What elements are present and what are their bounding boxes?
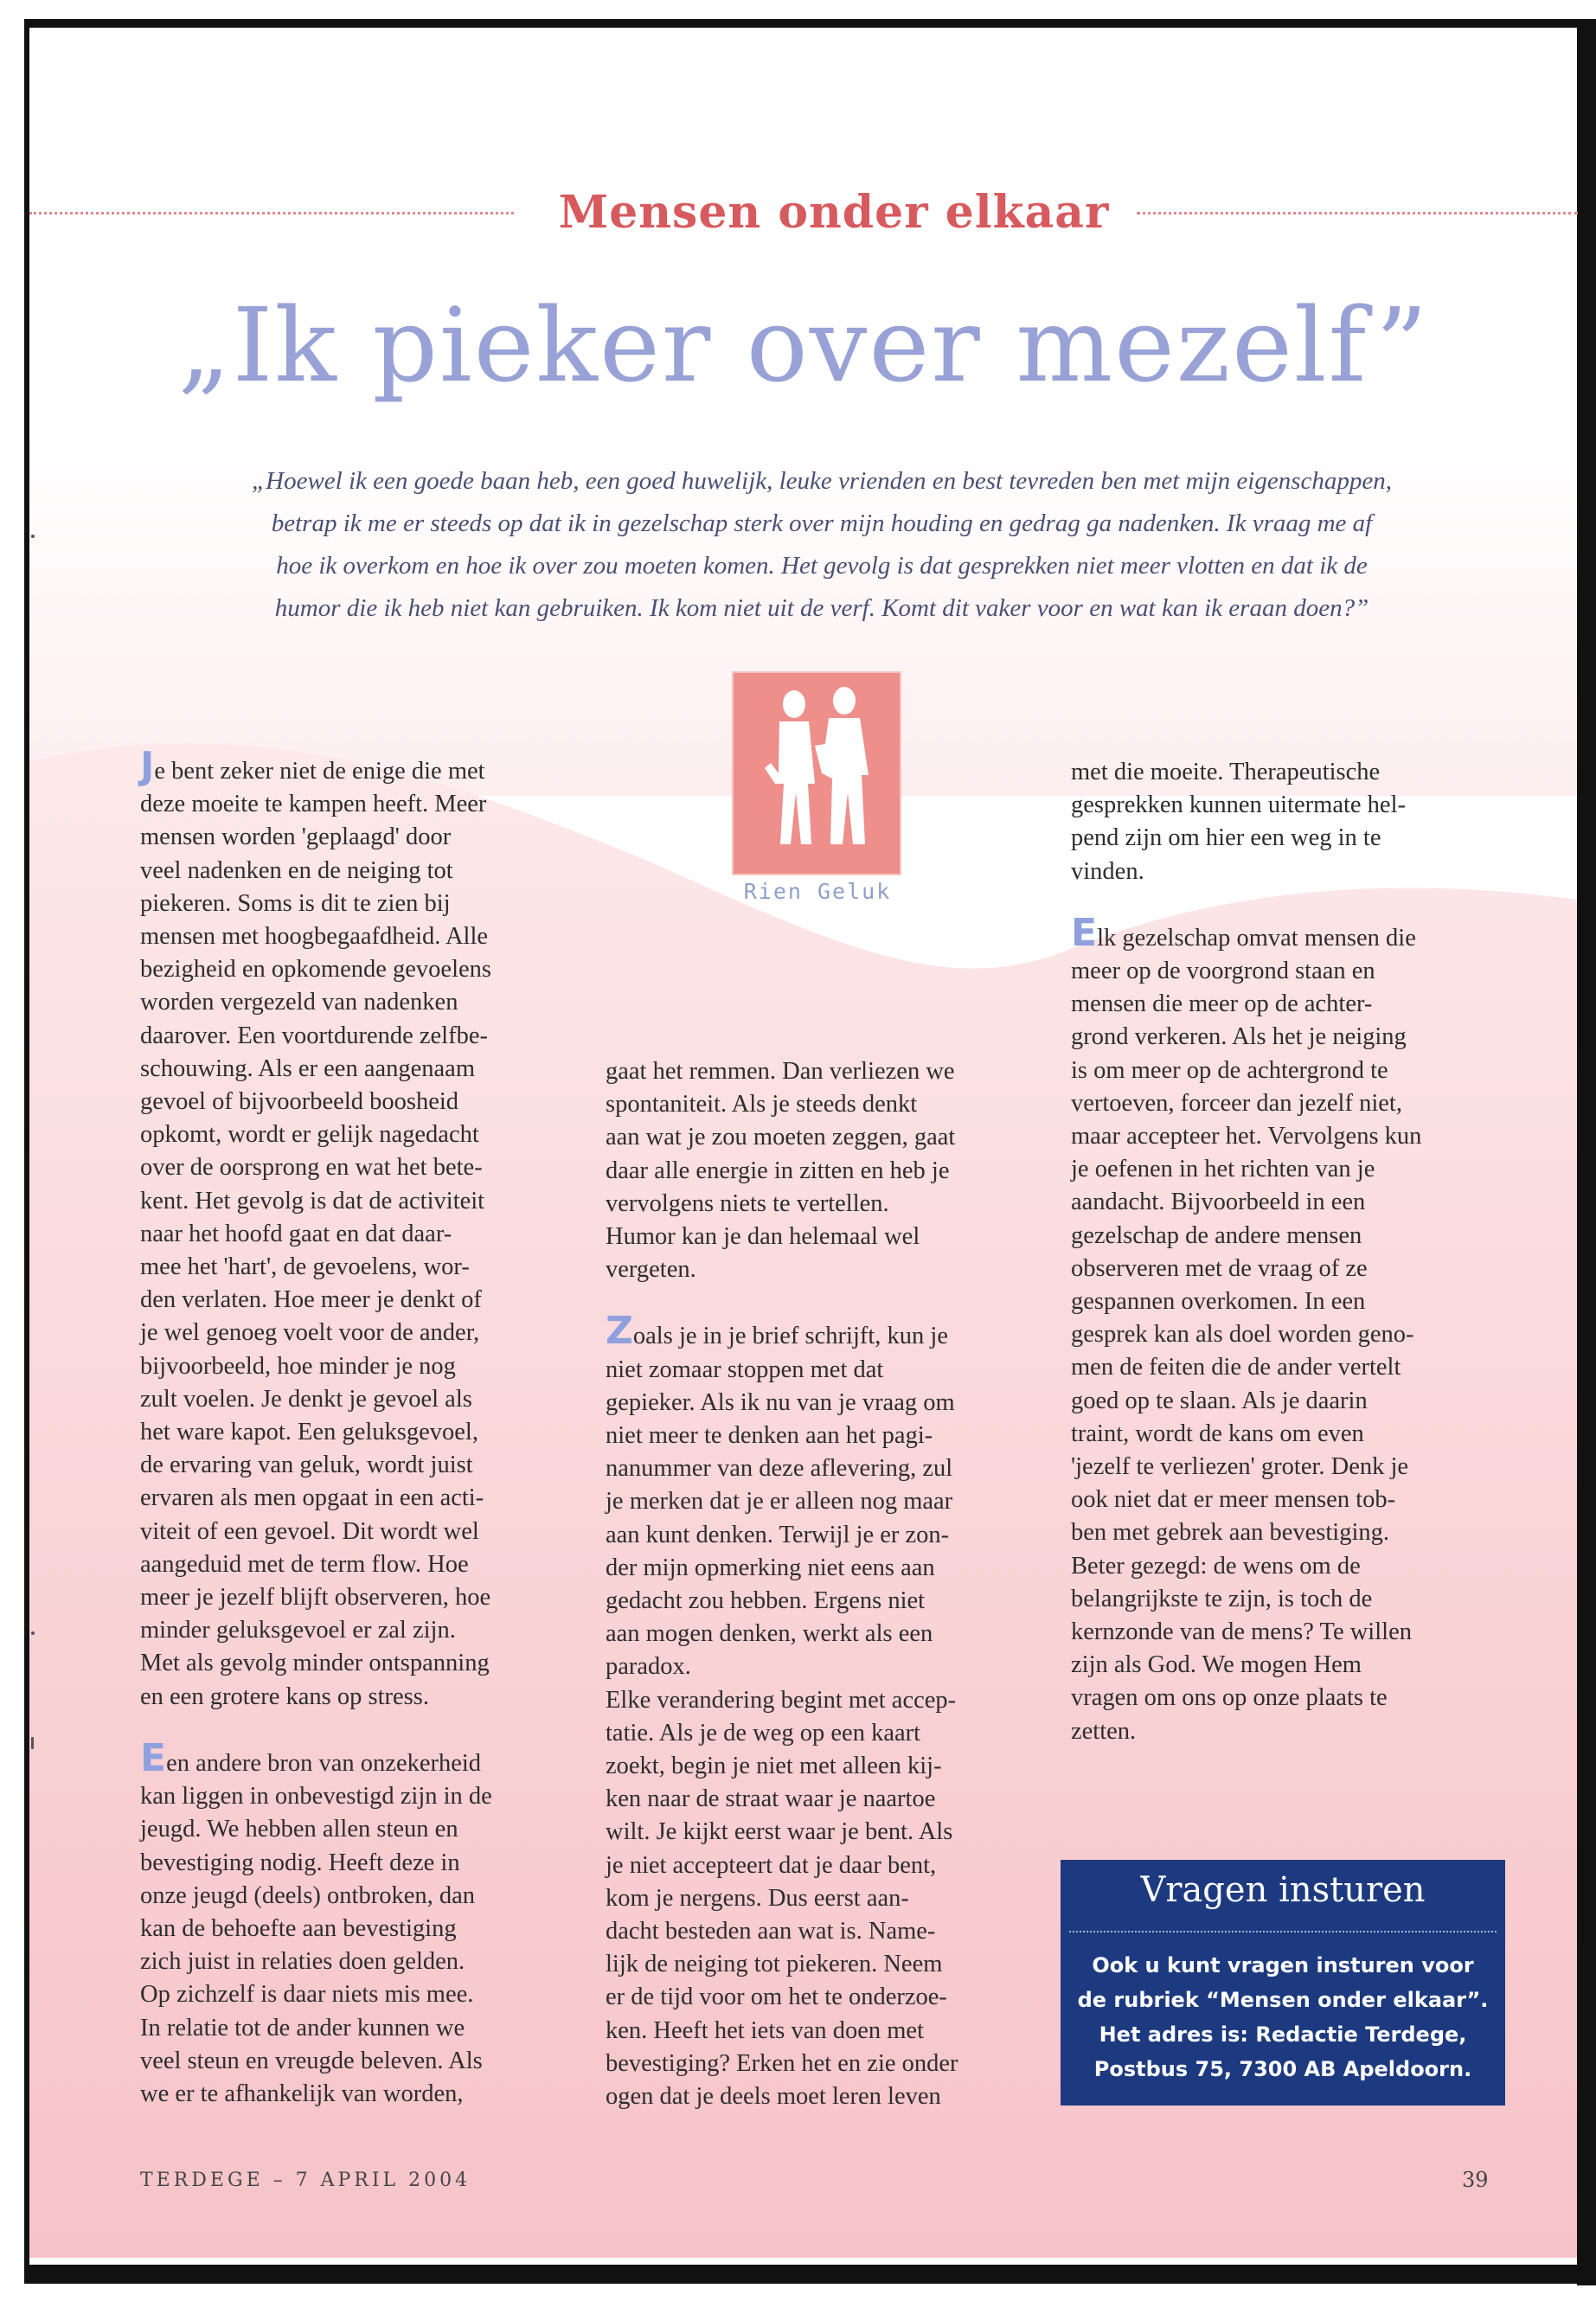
callout-line: Het adres is: Redactie Terdege, bbox=[1099, 2022, 1467, 2047]
line-text: kan liggen in onbevestigd zijn in de bbox=[140, 1783, 492, 1811]
text-line bbox=[606, 1309, 1038, 1354]
text-line bbox=[1071, 1318, 1503, 1351]
line-text: en andere bron van onzekerheid bbox=[166, 1749, 482, 1777]
text-line bbox=[140, 1735, 573, 1780]
text-line bbox=[606, 1354, 1038, 1387]
text-line bbox=[140, 888, 573, 920]
text-line bbox=[140, 744, 573, 788]
text-line bbox=[140, 1251, 573, 1284]
text-line bbox=[1071, 1451, 1503, 1484]
text-line bbox=[140, 2045, 573, 2078]
page-number: 39 bbox=[1462, 2168, 1489, 2192]
text-line bbox=[140, 953, 573, 986]
line-text: bevestiging? Erken het en zie onder bbox=[606, 2049, 958, 2077]
text-line bbox=[1071, 988, 1503, 1021]
text-line bbox=[606, 1650, 1038, 1683]
column-2 bbox=[606, 1055, 1038, 2113]
column-3 bbox=[1071, 756, 1503, 1748]
text-line bbox=[140, 1416, 573, 1449]
line-text: mensen worden 'geplaagd' door bbox=[140, 824, 452, 851]
line-text: traint, wordt de kans om even bbox=[1071, 1420, 1364, 1447]
line-text: bevestiging nodig. Heeft deze in bbox=[140, 1849, 460, 1876]
text-line bbox=[1071, 1682, 1503, 1715]
line-text: tatie. Als je de weg op een kaart bbox=[606, 1719, 921, 1747]
line-text: gesprekken kunnen uitermate hel- bbox=[1071, 792, 1406, 819]
line-text: schouwing. Als er een aangenaam bbox=[140, 1054, 475, 1082]
text-line bbox=[606, 1882, 1038, 1915]
text-line bbox=[606, 1552, 1038, 1585]
text-line bbox=[140, 2078, 573, 2111]
text-line bbox=[140, 788, 573, 821]
line-text: mensen met hoogbegaafdheid. Alle bbox=[140, 923, 489, 951]
line-text: naar het hoofd gaat en dat daar- bbox=[140, 1220, 452, 1247]
text-line bbox=[140, 1516, 573, 1548]
line-text: dacht besteden aan wat is. Name- bbox=[606, 1918, 936, 1945]
line-text: je oefenen in het richten van je bbox=[1071, 1156, 1375, 1183]
line-text: lijk de neiging tot piekeren. Neem bbox=[606, 1951, 943, 1978]
text-line bbox=[140, 1581, 573, 1614]
line-text: vergeten. bbox=[606, 1256, 696, 1284]
text-line bbox=[1071, 1153, 1503, 1186]
text-line bbox=[1071, 1583, 1503, 1616]
line-text: aan mogen denken, werkt als een bbox=[606, 1620, 933, 1648]
scan-speck bbox=[31, 1737, 34, 1749]
author-byline: Rien Geluk bbox=[743, 879, 892, 904]
text-line bbox=[140, 2012, 573, 2045]
drop-cap: E bbox=[140, 1735, 167, 1780]
scan-speck bbox=[31, 1631, 35, 1635]
text-line bbox=[140, 855, 573, 888]
text-line bbox=[1071, 1120, 1503, 1153]
text-line bbox=[140, 1317, 573, 1349]
line-text: spontaniteit. Als je steeds denkt bbox=[606, 1091, 918, 1118]
text-line bbox=[606, 1452, 1038, 1485]
line-text: Beter gezegd: de wens om de bbox=[1071, 1552, 1361, 1580]
text-line bbox=[1071, 955, 1503, 988]
line-text: goed op te slaan. Als je daarin bbox=[1071, 1387, 1368, 1414]
text-line bbox=[1071, 1550, 1503, 1583]
paragraph-gap bbox=[1071, 888, 1503, 921]
drop-cap: J bbox=[140, 744, 155, 788]
text-line bbox=[606, 1849, 1038, 1882]
line-text: vragen om ons op onze plaats te bbox=[1071, 1684, 1388, 1712]
text-line bbox=[606, 1684, 1038, 1717]
text-line bbox=[1071, 1649, 1503, 1682]
text-line bbox=[140, 1482, 573, 1515]
section-header bbox=[29, 186, 1578, 247]
line-text: gesprek kan als doel worden geno- bbox=[1071, 1321, 1414, 1349]
line-text: onze jeugd (deels) ontbroken, dan bbox=[140, 1881, 475, 1909]
line-text: paradox. bbox=[606, 1653, 691, 1681]
text-line bbox=[1071, 1418, 1503, 1451]
callout-title: Vragen insturen bbox=[1140, 1870, 1426, 1910]
line-text: deze moeite te kampen heeft. Meer bbox=[140, 791, 487, 818]
text-line bbox=[606, 1253, 1038, 1286]
line-text: bijvoorbeeld, hoe minder je nog bbox=[140, 1352, 456, 1380]
text-line bbox=[140, 1548, 573, 1581]
text-line bbox=[140, 1185, 573, 1218]
line-text: aan wat je zou moeten zeggen, gaat bbox=[606, 1124, 956, 1151]
text-line bbox=[606, 2080, 1038, 2113]
line-text: met die moeite. Therapeutische bbox=[1071, 759, 1381, 785]
line-text: aan kunt denken. Terwijl je er zon- bbox=[606, 1521, 950, 1548]
paragraph-gap bbox=[606, 1286, 1038, 1319]
line-text: wilt. Je kijkt eerst waar je bent. Als bbox=[606, 1818, 953, 1846]
line-text: gezelschap de andere mensen bbox=[1071, 1221, 1362, 1249]
line-text: we er te afhankelijk van worden, bbox=[140, 2080, 464, 2107]
text-line bbox=[606, 2048, 1038, 2080]
text-line bbox=[1071, 1484, 1503, 1516]
line-text: vinden. bbox=[1071, 857, 1144, 885]
text-line bbox=[606, 1585, 1038, 1618]
intro-line: humor die ik heb niet kan gebruiken. Ik kom niet uit de verf. Komt dit vaker voor en wat kan ik eraan doen?” bbox=[274, 594, 1369, 622]
drop-cap: E bbox=[1071, 910, 1098, 955]
intro-line: „Hoewel ik een goede baan heb, een goed huwelijk, leuke vrienden en best tevreden ben met mijn eigenschappen, bbox=[252, 467, 1392, 495]
scan-speck bbox=[31, 535, 35, 538]
text-line bbox=[606, 1519, 1038, 1552]
text-line bbox=[1071, 856, 1503, 888]
line-text: viteit of een gevoel. Dit wordt wel bbox=[140, 1517, 479, 1545]
line-text: er de tijd voor om het te onderzoe- bbox=[606, 1984, 947, 2011]
text-line bbox=[140, 1118, 573, 1151]
line-text: grond verkeren. Als het je neiging bbox=[1071, 1023, 1407, 1051]
line-text: ervaren als men opgaat in een acti- bbox=[140, 1484, 484, 1512]
text-line bbox=[606, 1121, 1038, 1154]
line-text: men de feiten die de ander vertelt bbox=[1071, 1354, 1401, 1381]
line-text: mee het 'hart', de gevoelens, wor- bbox=[140, 1253, 470, 1281]
line-text: daarover. Een voortdurende zelfbe- bbox=[140, 1022, 488, 1049]
text-line bbox=[140, 1350, 573, 1383]
text-line bbox=[1071, 1186, 1503, 1219]
line-text: zult voelen. Je denkt je gevoel als bbox=[140, 1385, 472, 1413]
line-text: zijn als God. We mogen Hem bbox=[1071, 1651, 1362, 1679]
text-line bbox=[606, 1816, 1038, 1849]
line-text: vertoeven, forceer dan jezelf niet, bbox=[1071, 1089, 1402, 1117]
line-text: kernzonde van de mens? Te willen bbox=[1071, 1618, 1412, 1646]
line-text: gepieker. Als ik nu van je vraag om bbox=[606, 1388, 955, 1416]
callout-divider bbox=[1069, 1931, 1497, 1932]
text-line bbox=[1071, 1253, 1503, 1285]
line-text: ogen dat je deels moet leren leven bbox=[606, 2083, 941, 2111]
submit-questions-box bbox=[1061, 1860, 1505, 2106]
line-text: Op zichzelf is daar niets mis mee. bbox=[140, 1981, 474, 2009]
line-text: gedacht zou hebben. Ergens niet bbox=[606, 1587, 926, 1615]
line-text: belangrijkste te zijn, is toch de bbox=[1071, 1585, 1373, 1612]
callout-line: Postbus 75, 7300 AB Apeldoorn. bbox=[1093, 2057, 1472, 2081]
text-line bbox=[1071, 789, 1503, 822]
text-line bbox=[140, 1945, 573, 1978]
text-line bbox=[140, 920, 573, 953]
section-title: Mensen onder elkaar bbox=[558, 186, 1110, 239]
text-line bbox=[140, 1086, 573, 1118]
line-text: nanummer van deze aflevering, zul bbox=[606, 1455, 953, 1483]
line-text: oals je in je brief schrijft, kun je bbox=[632, 1323, 948, 1350]
text-line bbox=[1071, 910, 1503, 955]
line-text: e bent zeker niet de enige die met bbox=[154, 758, 485, 785]
line-text: ken naar de straat waar je naartoe bbox=[606, 1785, 936, 1813]
text-line bbox=[606, 1420, 1038, 1452]
text-line bbox=[606, 1088, 1038, 1121]
paragraph-gap bbox=[140, 1714, 573, 1747]
line-text: In relatie tot de ander kunnen we bbox=[140, 2014, 465, 2041]
line-text: Met als gevolg minder ontspanning bbox=[140, 1650, 490, 1677]
text-line bbox=[140, 1383, 573, 1416]
text-line bbox=[140, 1847, 573, 1880]
text-line bbox=[606, 1485, 1038, 1518]
line-text: vervolgens niets te vertellen. bbox=[606, 1189, 889, 1217]
text-line bbox=[606, 1155, 1038, 1188]
text-line bbox=[140, 1053, 573, 1086]
intro-line: betrap ik me er steeds op dat ik in gezelschap sterk over mijn houding en gedrag ga nadenken. Ik vraag me af bbox=[271, 510, 1373, 537]
text-line bbox=[140, 821, 573, 854]
text-line bbox=[606, 1055, 1038, 1088]
text-line bbox=[1071, 822, 1503, 855]
intro-line: hoe ik overkom en hoe ik over zou moeten komen. Het gevolg is dat gesprekken niet meer vlotten en dat ik de bbox=[276, 552, 1368, 580]
text-line bbox=[606, 1618, 1038, 1650]
article-headline: „Ik pieker over mezelf” bbox=[177, 285, 1430, 405]
line-text: kent. Het gevolg is dat de activiteit bbox=[140, 1187, 485, 1215]
divider-right bbox=[1137, 212, 1578, 215]
line-text: der mijn opmerking niet eens aan bbox=[606, 1554, 935, 1581]
footer-publication: TERDEGE – 7 APRIL 2004 bbox=[140, 2170, 471, 2191]
text-line bbox=[1071, 1715, 1503, 1748]
line-text: veel steun en vreugde beleven. Als bbox=[140, 2047, 483, 2074]
text-line bbox=[606, 2015, 1038, 2048]
line-text: jeugd. We hebben allen steun en bbox=[140, 1816, 458, 1843]
line-text: veel nadenken en de neiging tot bbox=[140, 856, 453, 884]
text-line bbox=[140, 986, 573, 1019]
line-text: aangeduid met de term flow. Hoe bbox=[140, 1550, 469, 1578]
text-line bbox=[1071, 1616, 1503, 1649]
line-text: kan de behoefte aan bevestiging bbox=[140, 1914, 457, 1942]
text-line bbox=[140, 1880, 573, 1913]
line-text: gaat het remmen. Dan verliezen we bbox=[606, 1058, 955, 1085]
text-line bbox=[140, 1151, 573, 1184]
line-text: mensen die meer op de achter- bbox=[1071, 990, 1373, 1018]
text-line bbox=[140, 1449, 573, 1482]
line-text: je niet accepteert dat je daar bent, bbox=[606, 1851, 937, 1879]
line-text: kom je nergens. Dus eerst aan- bbox=[606, 1884, 909, 1912]
scan-border-top bbox=[0, 0, 1596, 28]
text-line bbox=[606, 1981, 1038, 2014]
line-text: ben met gebrek aan bevestiging. bbox=[1071, 1519, 1389, 1547]
text-line bbox=[140, 1780, 573, 1813]
text-line bbox=[606, 1221, 1038, 1253]
text-line bbox=[140, 1978, 573, 2011]
text-line bbox=[606, 1387, 1038, 1420]
line-text: piekeren. Soms is dit te zien bij bbox=[140, 889, 451, 917]
text-line bbox=[1071, 1054, 1503, 1087]
line-text: Humor kan je dan helemaal wel bbox=[606, 1223, 920, 1251]
column-1 bbox=[140, 744, 573, 2111]
line-text: gevoel of bijvoorbeeld boosheid bbox=[140, 1088, 459, 1116]
line-text: niet zomaar stoppen met dat bbox=[606, 1356, 884, 1383]
callout-line: de rubriek “Mensen onder elkaar”. bbox=[1077, 1988, 1489, 2012]
callout-body bbox=[1069, 1948, 1497, 2086]
callout-line: Ook u kunt vragen insturen voor bbox=[1092, 1953, 1474, 1977]
line-text: het ware kapot. Een geluksgevoel, bbox=[140, 1419, 478, 1446]
text-line bbox=[140, 1813, 573, 1846]
line-text: zich juist in relaties doen gelden. bbox=[140, 1948, 465, 1976]
line-text: en een grotere kans op stress. bbox=[140, 1682, 429, 1710]
line-text: is om meer op de achtergrond te bbox=[1071, 1056, 1388, 1084]
text-line bbox=[1071, 1351, 1503, 1384]
text-line bbox=[606, 1915, 1038, 1948]
text-line bbox=[606, 1750, 1038, 1783]
line-text: ken. Heeft het iets van doen met bbox=[606, 2016, 924, 2044]
line-text: bezigheid en opkomende gevoelens bbox=[140, 956, 491, 984]
line-text: meer je jezelf blijft observeren, hoe bbox=[140, 1584, 491, 1612]
line-text: aandacht. Bijvoorbeeld in een bbox=[1071, 1189, 1366, 1216]
text-line bbox=[1071, 1285, 1503, 1318]
scan-border-bottom bbox=[24, 2265, 1596, 2284]
text-line bbox=[606, 1948, 1038, 1981]
intro-quote bbox=[147, 460, 1497, 630]
text-line bbox=[1071, 1516, 1503, 1549]
text-line bbox=[1071, 756, 1503, 789]
line-text: minder geluksgevoel er zal zijn. bbox=[140, 1617, 456, 1644]
line-text: observeren met de vraag of ze bbox=[1071, 1254, 1368, 1282]
text-line bbox=[140, 1284, 573, 1317]
line-text: lk gezelschap omvat mensen die bbox=[1097, 924, 1416, 952]
text-line bbox=[1071, 1087, 1503, 1120]
line-text: daar alle energie in zitten en heb je bbox=[606, 1157, 950, 1184]
line-text: je merken dat je er alleen nog maar bbox=[606, 1488, 953, 1516]
text-line bbox=[606, 1717, 1038, 1750]
text-line bbox=[140, 1020, 573, 1053]
line-text: pend zijn om hier een weg in te bbox=[1071, 824, 1381, 852]
line-text: je wel genoeg voelt voor de ander, bbox=[140, 1319, 480, 1347]
couple-illustration bbox=[732, 671, 901, 875]
line-text: opkomt, wordt er gelijk nagedacht bbox=[140, 1121, 479, 1149]
divider-left bbox=[29, 212, 514, 215]
line-text: niet meer te denken aan het pagi- bbox=[606, 1422, 933, 1450]
text-line bbox=[140, 1614, 573, 1647]
line-text: meer op de voorgrond staan en bbox=[1071, 958, 1375, 985]
text-line bbox=[140, 1647, 573, 1680]
text-line bbox=[606, 1783, 1038, 1816]
text-line bbox=[1071, 1021, 1503, 1054]
line-text: 'jezelf te verliezen' groter. Denk je bbox=[1071, 1453, 1409, 1481]
line-text: over de oorsprong en wat het bete- bbox=[140, 1154, 483, 1182]
text-line bbox=[606, 1188, 1038, 1221]
line-text: worden vergezeld van nadenken bbox=[140, 989, 458, 1016]
text-line bbox=[140, 1913, 573, 1945]
text-line bbox=[1071, 1220, 1503, 1253]
line-text: Elke verandering begint met accep- bbox=[606, 1686, 957, 1714]
line-text: den verlaten. Hoe meer je denkt of bbox=[140, 1286, 482, 1314]
line-text: ook niet dat er meer mensen tob- bbox=[1071, 1486, 1396, 1514]
line-text: zetten. bbox=[1071, 1717, 1137, 1745]
text-line bbox=[1071, 1385, 1503, 1418]
text-line bbox=[140, 1681, 573, 1714]
text-line bbox=[140, 1218, 573, 1251]
scan-border-right bbox=[1577, 19, 1596, 2285]
line-text: gespannen overkomen. In een bbox=[1071, 1288, 1366, 1316]
line-text: de ervaring van geluk, wordt juist bbox=[140, 1452, 473, 1479]
drop-cap: Z bbox=[606, 1309, 633, 1354]
line-text: maar accepteer het. Vervolgens kun bbox=[1071, 1123, 1422, 1150]
line-text: zoekt, begin je niet met alleen kij- bbox=[606, 1753, 942, 1780]
